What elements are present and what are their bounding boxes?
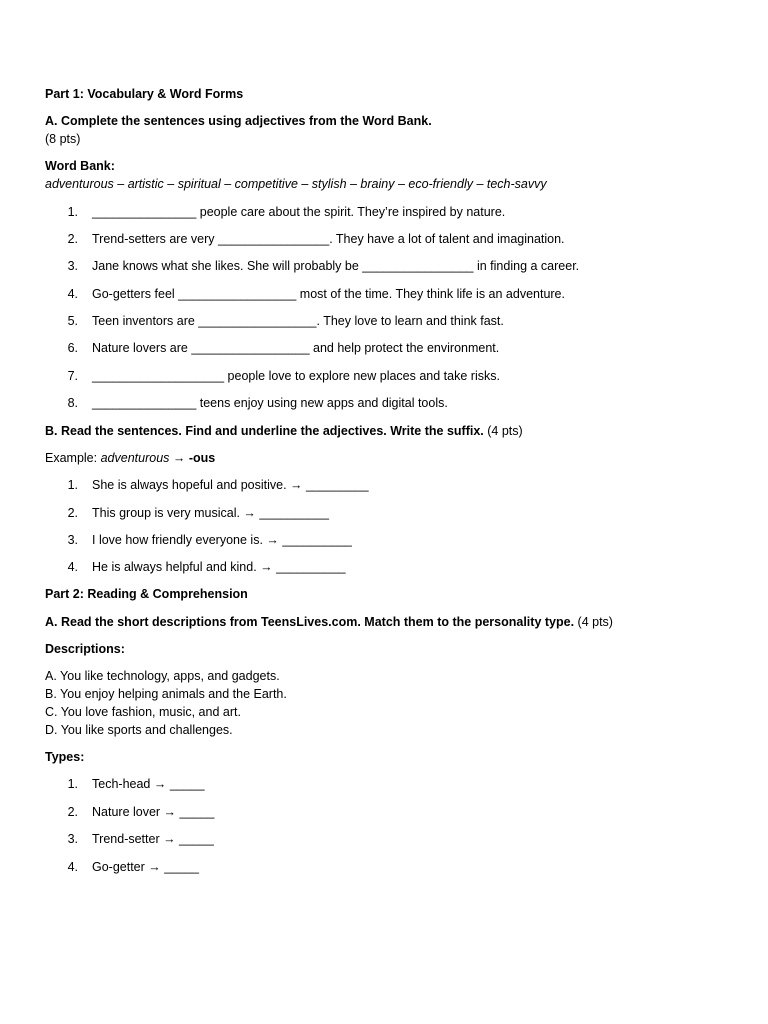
item-text: Trend-setter → _____: [92, 832, 214, 846]
item-number: 2.: [67, 805, 78, 819]
example-word: adventurous: [100, 451, 170, 465]
part1-section-a-points: (8 pts): [45, 132, 81, 146]
item-text: Nature lovers are _________________ and help protect the environment.: [92, 341, 500, 355]
item-number: 5.: [67, 314, 78, 328]
item-number: 1.: [67, 205, 78, 219]
description-item: C. You love fashion, music, and art.: [45, 705, 241, 719]
item-text: Teen inventors are _________________. They love to learn and think fast.: [92, 314, 504, 328]
part1-section-b-points: (4 pts): [487, 424, 523, 438]
descriptions-label: Descriptions:: [45, 642, 125, 656]
part1-title: Part 1: Vocabulary & Word Forms: [45, 87, 244, 101]
item-text: This group is very musical. → __________: [92, 506, 329, 520]
item-text: Go-getters feel _________________ most of the time. They think life is an adventure.: [92, 287, 565, 301]
part1-section-a-heading: A. Complete the sentences using adjectives from the Word Bank.: [45, 114, 432, 128]
part2-title: Part 2: Reading & Comprehension: [45, 587, 248, 601]
item-text: _______________ teens enjoy using new apps and digital tools.: [92, 396, 448, 410]
item-number: 3.: [67, 259, 78, 273]
item-number: 8.: [67, 396, 78, 410]
description-item: A. You like technology, apps, and gadgets.: [45, 669, 280, 683]
item-number: 4.: [67, 287, 78, 301]
example-label: Example:: [45, 451, 98, 465]
item-text: I love how friendly everyone is. → __________: [92, 533, 352, 547]
part1-section-b-heading-line: [45, 423, 523, 439]
item-text: _______________ people care about the spirit. They’re inspired by nature.: [92, 205, 506, 219]
item-number: 4.: [67, 860, 78, 874]
description-item: D. You like sports and challenges.: [45, 723, 233, 737]
item-text: Tech-head → _____: [92, 777, 205, 791]
item-text: She is always hopeful and positive. → _________: [92, 478, 369, 492]
item-number: 6.: [67, 341, 78, 355]
item-number: 1.: [67, 777, 78, 791]
item-text: Nature lover → _____: [92, 805, 215, 819]
item-text: Trend-setters are very ________________. They have a lot of talent and imagination.: [92, 232, 565, 246]
arrow-icon: →: [172, 451, 186, 465]
item-number: 3.: [67, 533, 78, 547]
example-suffix: -ous: [188, 451, 216, 465]
word-bank-list: adventurous – artistic – spiritual – competitive – stylish – brainy – eco-friendly – tech-savvy: [45, 177, 547, 191]
item-number: 1.: [67, 478, 78, 492]
description-item: B. You enjoy helping animals and the Earth.: [45, 687, 287, 701]
item-text: Jane knows what she likes. She will probably be ________________ in finding a career.: [92, 259, 580, 273]
types-label: Types:: [45, 750, 85, 764]
word-bank-label: Word Bank:: [45, 159, 115, 173]
item-text: He is always helpful and kind. → __________: [92, 560, 346, 574]
item-text: Go-getter → _____: [92, 860, 200, 874]
item-number: 7.: [67, 369, 78, 383]
example-line: [45, 450, 215, 466]
item-text: ___________________ people love to explore new places and take risks.: [92, 369, 500, 383]
item-number: 4.: [67, 560, 78, 574]
item-number: 2.: [67, 506, 78, 520]
part2-section-a-heading-line: [45, 614, 613, 630]
part2-section-a-points: (4 pts): [577, 615, 613, 629]
item-number: 2.: [67, 232, 78, 246]
item-number: 3.: [67, 832, 78, 846]
part1-section-b-heading: B. Read the sentences. Find and underline the adjectives. Write the suffix.: [45, 424, 484, 438]
part2-section-a-heading: A. Read the short descriptions from TeensLives.com. Match them to the personality type.: [45, 615, 575, 629]
